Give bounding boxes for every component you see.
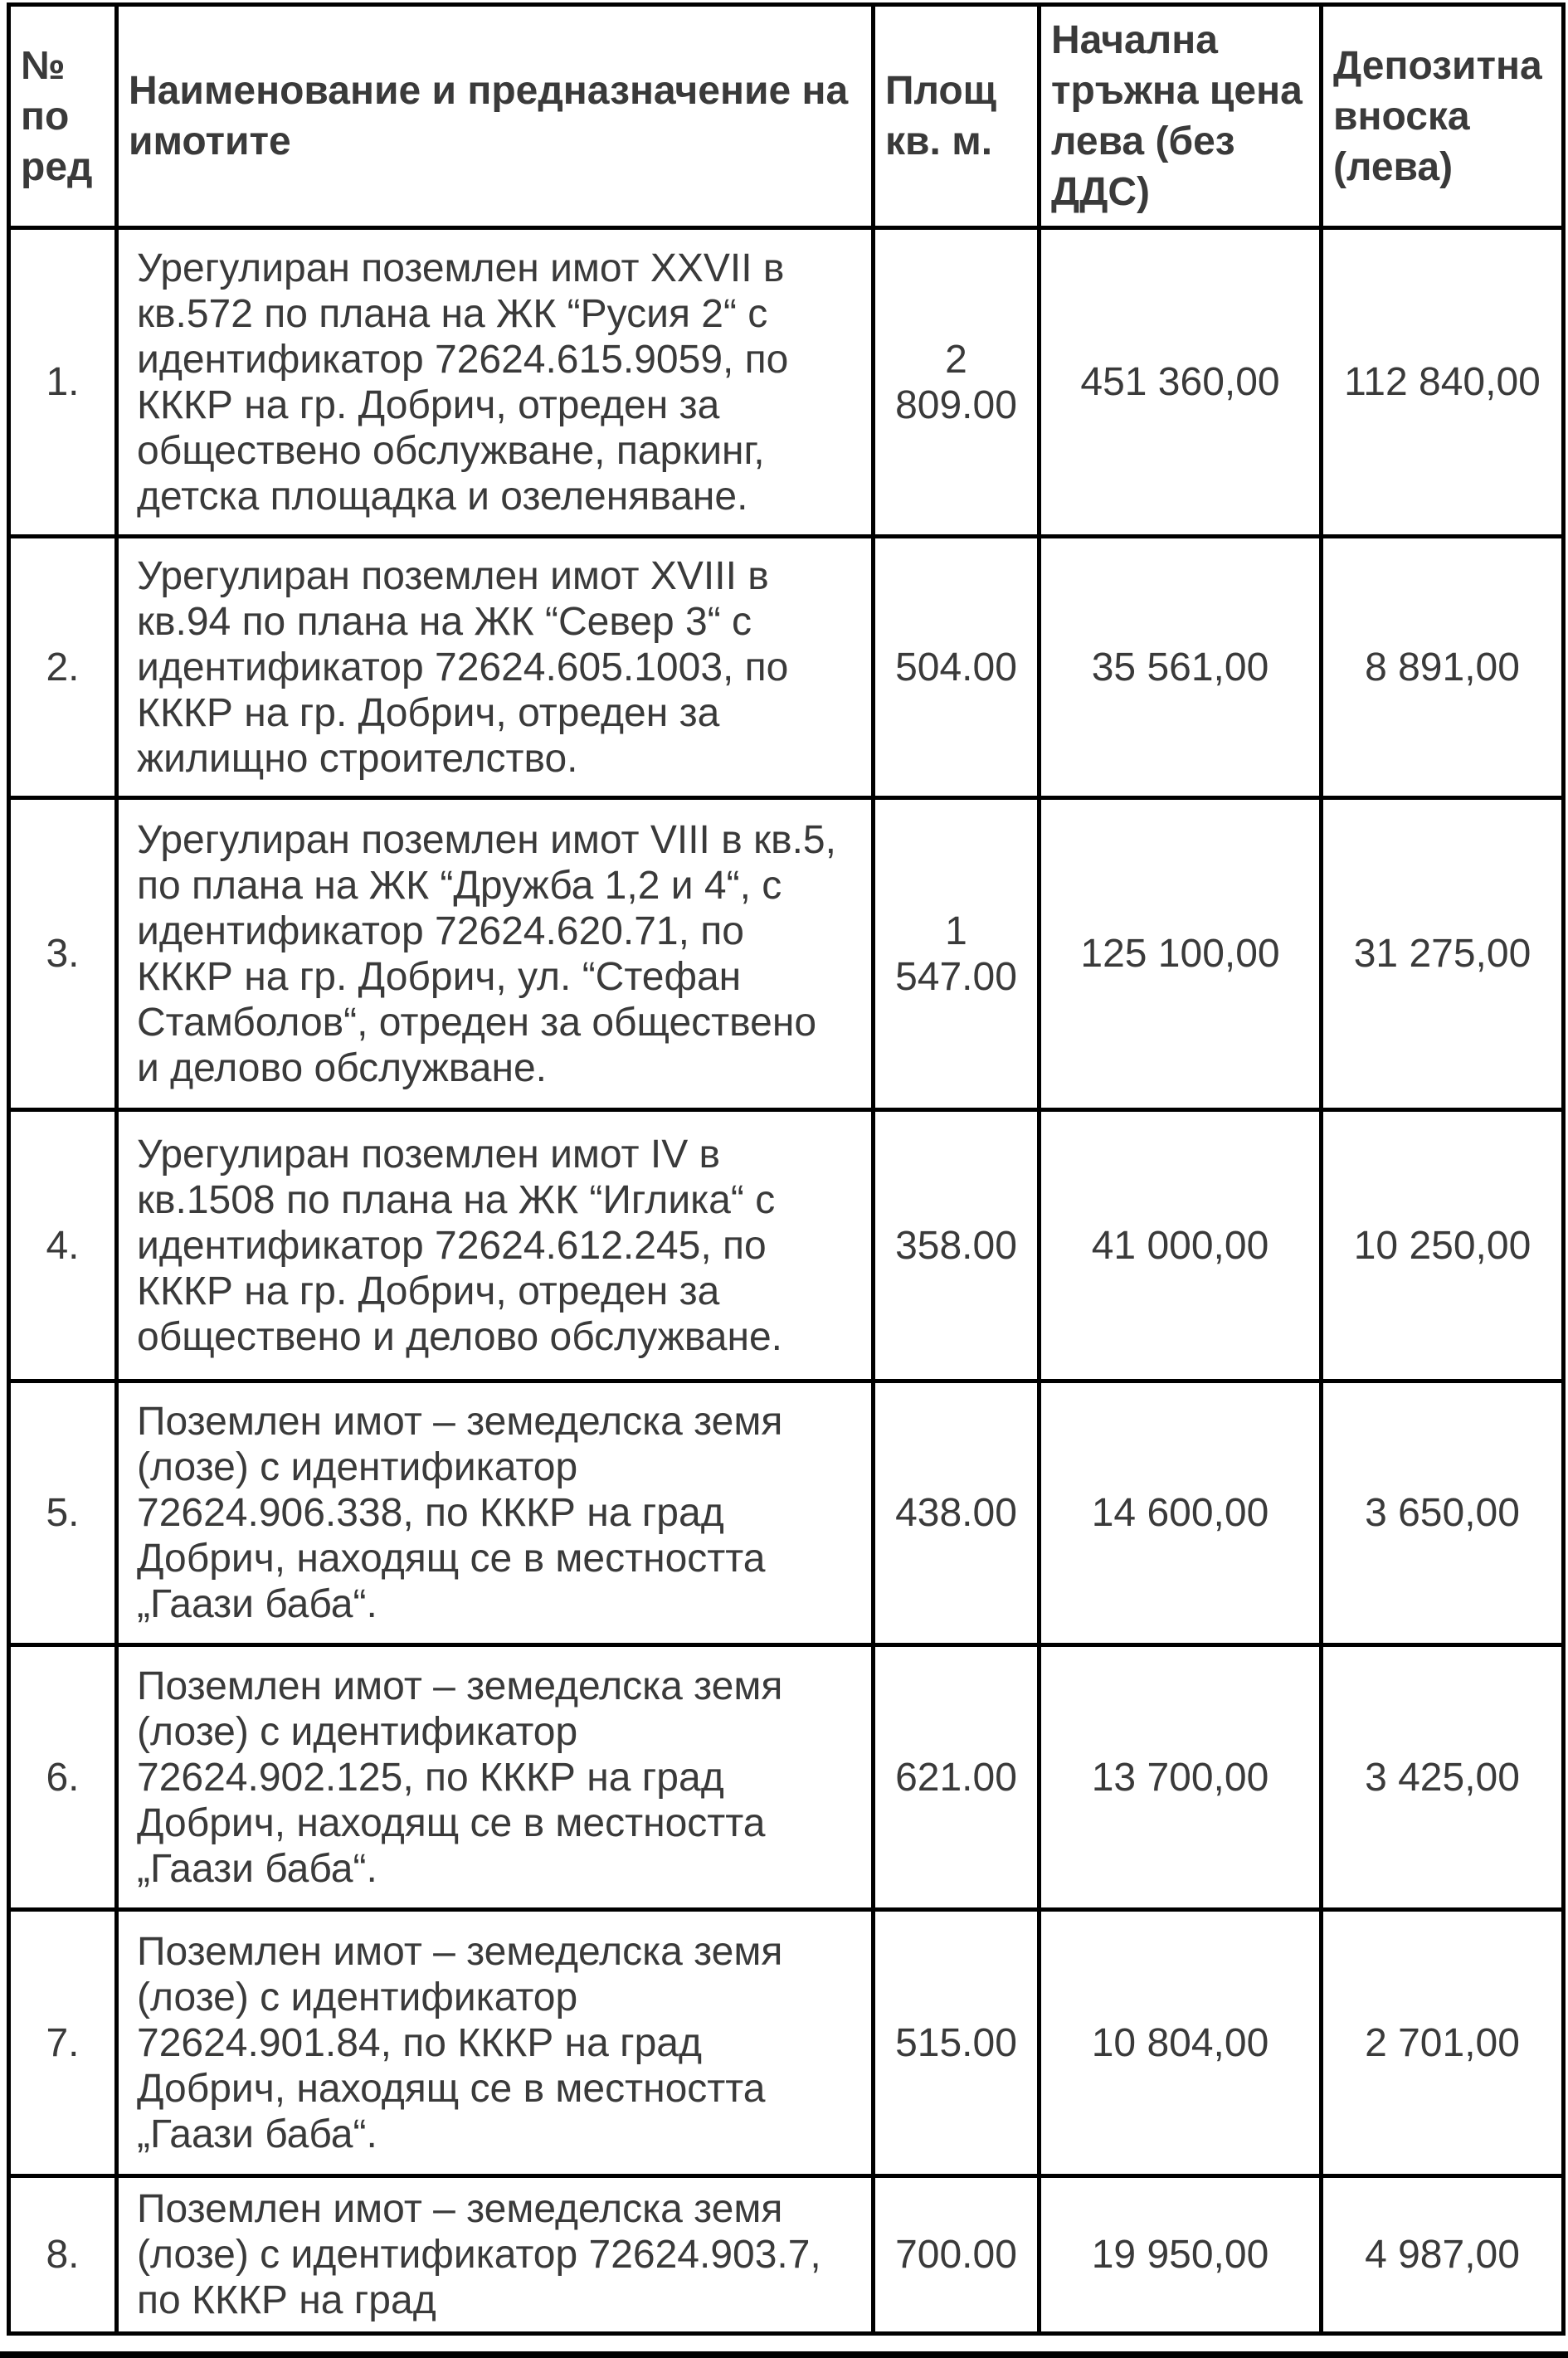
row-price: 451 360,00 <box>1040 228 1322 537</box>
row-deposit: 4 987,00 <box>1322 2176 1564 2334</box>
row-number: 1. <box>9 228 117 537</box>
row-area: 358.00 <box>874 1110 1040 1381</box>
table-row <box>9 798 1564 1110</box>
col-header-deposit: Депозитна вноска (лева) <box>1322 5 1564 228</box>
table-row <box>9 1645 1564 1910</box>
row-area: 515.00 <box>874 1910 1040 2176</box>
row-area: 621.00 <box>874 1645 1040 1910</box>
property-auction-table <box>7 2 1566 2336</box>
row-price: 10 804,00 <box>1040 1910 1322 2176</box>
row-price: 41 000,00 <box>1040 1110 1322 1381</box>
table-row <box>9 1910 1564 2176</box>
table-row <box>9 1110 1564 1381</box>
col-header-price: Начална тръжна цена лева (без ДДС) <box>1040 5 1322 228</box>
row-area: 2 809.00 <box>874 228 1040 537</box>
header-row <box>9 5 1564 228</box>
col-header-name: Наименование и предназначение на имотите <box>117 5 874 228</box>
row-name: Поземлен имот – земеделска земя (лозе) с идентификатор 72624.902.125, по КККР на град Добрич, находящ се в местността „Гаази баба“. <box>117 1645 874 1910</box>
row-price: 14 600,00 <box>1040 1381 1322 1645</box>
row-price: 35 561,00 <box>1040 537 1322 798</box>
row-deposit: 31 275,00 <box>1322 798 1564 1110</box>
row-number: 7. <box>9 1910 117 2176</box>
table-row <box>9 1381 1564 1645</box>
row-deposit: 10 250,00 <box>1322 1110 1564 1381</box>
row-name: Урегулиран поземлен имот XXVII в кв.572 по плана на ЖК “Русия 2“ с идентификатор 72624.615.9059, по КККР на гр. Добрич, отреден за обществено обслужване, паркинг, детска площадка и озеленяване. <box>117 228 874 537</box>
row-deposit: 2 701,00 <box>1322 1910 1564 2176</box>
col-header-number: № по ред <box>9 5 117 228</box>
row-deposit: 3 425,00 <box>1322 1645 1564 1910</box>
row-number: 8. <box>9 2176 117 2334</box>
row-name: Поземлен имот – земеделска земя (лозе) с идентификатор 72624.906.338, по КККР на град Добрич, находящ се в местността „Гаази баба“. <box>117 1381 874 1645</box>
row-area: 1 547.00 <box>874 798 1040 1110</box>
row-area: 438.00 <box>874 1381 1040 1645</box>
row-price: 125 100,00 <box>1040 798 1322 1110</box>
row-area: 504.00 <box>874 537 1040 798</box>
row-number: 4. <box>9 1110 117 1381</box>
row-name: Урегулиран поземлен имот XVIII в кв.94 по плана на ЖК “Север 3“ с идентификатор 72624.605.1003, по КККР на гр. Добрич, отреден за жилищно строителство. <box>117 537 874 798</box>
table-row <box>9 537 1564 798</box>
row-name: Урегулиран поземлен имот VIII в кв.5, по плана на ЖК “Дружба 1,2 и 4“, с идентификатор 72624.620.71, по КККР на гр. Добрич, ул. “Стефан Стамболов“, отреден за обществено и делово обслужване. <box>117 798 874 1110</box>
table-row <box>9 228 1564 537</box>
col-header-area: Площ кв. м. <box>874 5 1040 228</box>
row-deposit: 8 891,00 <box>1322 537 1564 798</box>
table-row <box>9 2176 1564 2334</box>
row-name: Урегулиран поземлен имот IV в кв.1508 по плана на ЖК “Иглика“ с идентификатор 72624.612.245, по КККР на гр. Добрич, отреден за обществено и делово обслужване. <box>117 1110 874 1381</box>
row-deposit: 112 840,00 <box>1322 228 1564 537</box>
row-area: 700.00 <box>874 2176 1040 2334</box>
row-name: Поземлен имот – земеделска земя (лозе) с идентификатор 72624.901.84, по КККР на град Добрич, находящ се в местността „Гаази баба“. <box>117 1910 874 2176</box>
row-number: 6. <box>9 1645 117 1910</box>
row-price: 13 700,00 <box>1040 1645 1322 1910</box>
row-number: 5. <box>9 1381 117 1645</box>
row-deposit: 3 650,00 <box>1322 1381 1564 1645</box>
row-price: 19 950,00 <box>1040 2176 1322 2334</box>
row-number: 3. <box>9 798 117 1110</box>
row-name: Поземлен имот – земеделска земя (лозе) с идентификатор 72624.903.7, по КККР на град <box>117 2176 874 2334</box>
row-number: 2. <box>9 537 117 798</box>
